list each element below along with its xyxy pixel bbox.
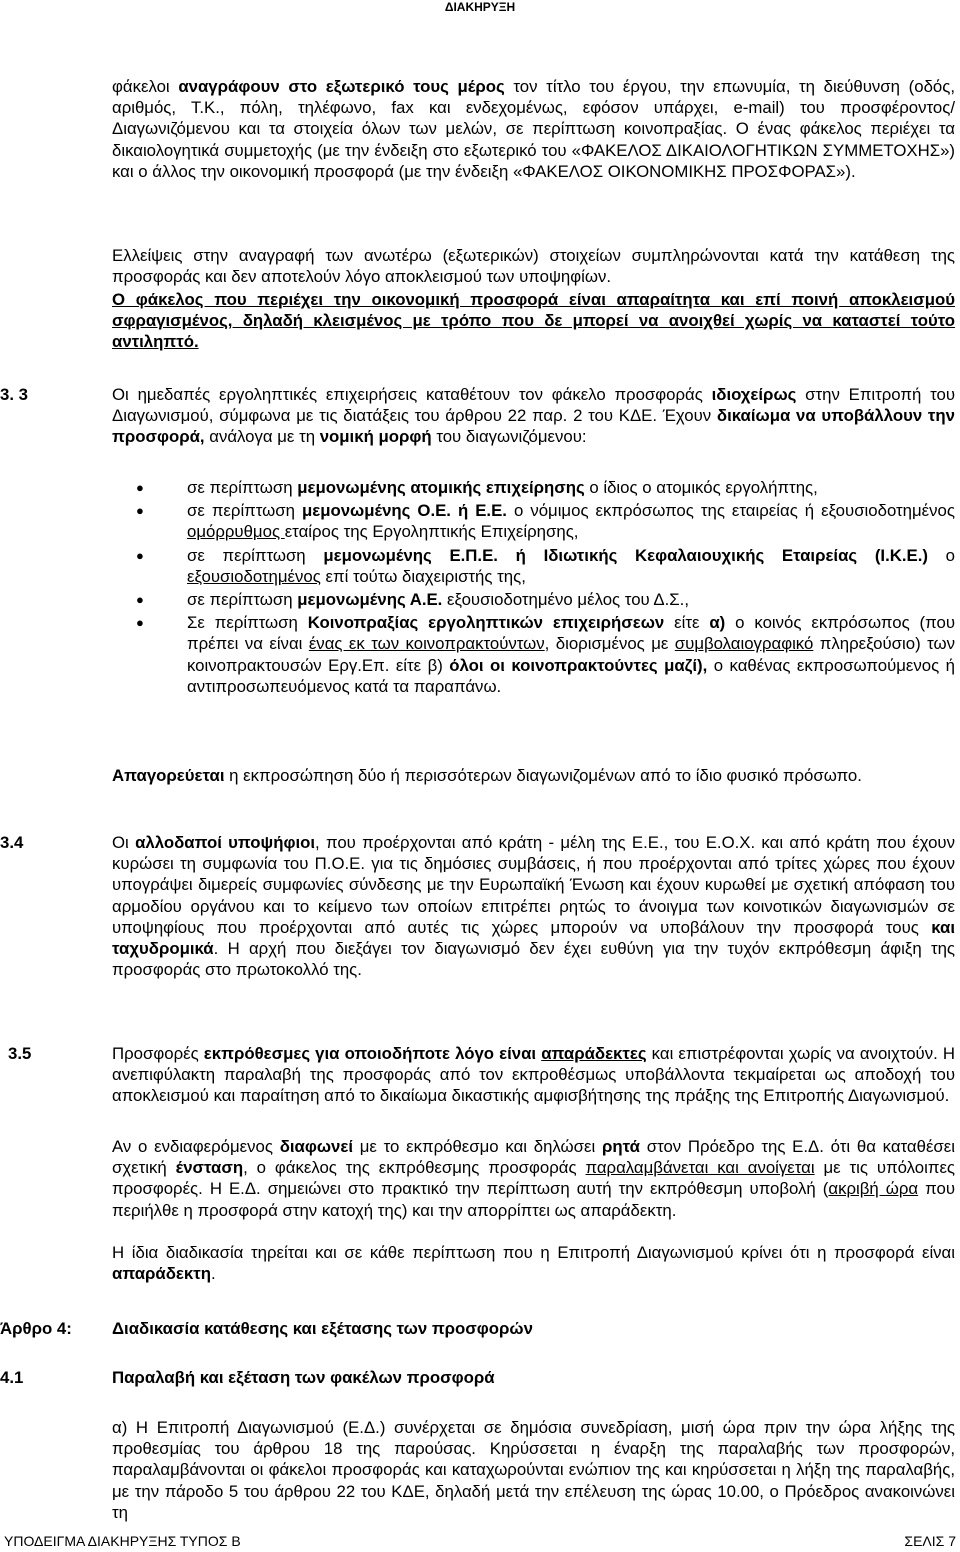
footer-page-number: ΣΕΛΙΣ 7 — [904, 1533, 956, 1549]
section-3-5-objection-paragraph: Αν ο ενδιαφερόμενος διαφωνεί με το εκπρόθεσμο και δηλώσει ρητά στον Πρόεδρο της Ε.Δ. ότι θα καταθέσει σχετική ένσταση, ο φάκελος της εκπρόθεσμης προσφοράς παραλαμβάνεται και ανοίγεται με τις υπόλοιπες προσφορές. Η Ε.Δ. σημειώνει στο πρακτικό την περίπτωση αυτή την εκπρόθεσμη υποβολή (ακριβή ώρα που περιήλθε η προσφορά στην κατοχή της) και την απορρίπτει ως απαράδεκτη. — [112, 1137, 956, 1220]
section-number-3-5: 3.5 — [8, 1044, 32, 1063]
section-3-4-text: Οι αλλοδαποί υποψήφιοι, που προέρχονται από κράτη - μέλη της Ε.Ε., του Ε.Ο.Χ. και από κράτη που έχουν κυρώσει τη συμφωνία του Π.Ο.Ε. για τις δημόσιες συμβάσεις, ή που προέρχονται από τρίτες χώρες που έχουν υπογράψει διμερείς συμφωνίες σύνδεσης με την Ευρωπαϊκή Ένωση και έχουν κυρωθεί με σχετική απόφαση του αρμοδίου οργάνου και το κείμενο των οποίων επιτρέπει ρητώς το άνοιγμα των κοινοτικών διαγωνισμών σε υποψηφίους που προέρχονται από αυτές τις χώρες μπορούν να υποβάλουν την προσφορά τους και ταχυδρομικά. Η αρχή που διεξάγει τον διαγωνισμό δεν έχει ευθύνη για την τυχόν εκπρόθεσμη άφιξη της προσφοράς στο πρωτοκολλό της. — [112, 833, 955, 980]
list-item: ● σε περίπτωση μεμονωμένης Α.Ε. εξουσιοδοτημένο μέλος του Δ.Σ., — [112, 589, 955, 610]
section-3-5-text: Προσφορές εκπρόθεσμες για οποιοδήποτε λόγο είναι απαράδεκτες και επιστρέφονται χωρίς να ανοιχτούν. Η ανεπιφύλακτη παραλαβή της προσφοράς από τον εκπροθέσμως υποβάλλοντα τεκμαίρεται ως αποδοχή του αποκλεισμού και παραίτηση από το δικαίωμα δικαστικής αμφισβήτησης της πράξης της Επιτροπής Διαγωνισμού. — [112, 1044, 955, 1106]
representation-prohibition: Απαγορεύεται η εκπροσώπηση δύο ή περισσότερων διαγωνιζομένων από το ίδιο φυσικό πρόσωπο. — [112, 766, 862, 785]
section-3-3-text: Οι ημεδαπές εργοληπτικές επιχειρήσεις καταθέτουν τον φάκελο προσφοράς ιδιοχείρως στην Επιτροπή του Διαγωνισμού, σύμφωνα με τις διατάξεις του άρθρου 22 παρ. 2 του ΚΔΕ. Έχουν δικαίωμα να υποβάλλουν την προσφορά, ανάλογα με τη νομική μορφή του διαγωνιζόμενου: — [112, 385, 955, 447]
legal-form-list — [112, 477, 955, 699]
section-number-4-1: 4.1 — [0, 1368, 24, 1387]
section-3-5-same-procedure: Η ίδια διαδικασία τηρείται και σε κάθε περίπτωση που η Επιτροπή Διαγωνισμού κρίνει ότι η προσφορά είναι απαράδεκτη. — [112, 1243, 955, 1284]
list-item: ● σε περίπτωση μεμονωμένης Ο.Ε. ή Ε.Ε. ο νόμιμος εκπρόσωπος της εταιρείας ή εξουσιοδοτημένος ομόρρυθμος εταίρος της Εργοληπτικής Επιχείρησης, — [112, 500, 955, 542]
list-item: ● Σε περίπτωση Κοινοπραξίας εργοληπτικών επιχειρήσεων είτε α) ο κοινός εκπρόσωπος (που πρέπει να είναι ένας εκ των κοινοπρακτούντων, διορισμένος με συμβολαιογραφικό πληρεξούσιο) των κοινοπρακτουσών Εργ.Επ. είτε β) όλοι οι κοινοπρακτούντες μαζί), ο καθένας εκπροσωπούμενος ή αντιπροσωπευόμενος κατά τα παραπάνω. — [112, 612, 955, 697]
footer-document-title: ΥΠΟΔΕΙΓΜΑ ΔΙΑΚΗΡΥΞΗΣ ΤΥΠΟΣ Β — [4, 1533, 241, 1549]
section-number-3-4: 3.4 — [0, 833, 24, 852]
intro-paragraph: φάκελοι αναγράφουν στο εξωτερικό τους μέρος τον τίτλο του έργου, την επωνυμία, τη διεύθυνση (οδός, αριθμός, Τ.Κ., πόλη, τηλέφωνο, fax και ενδεχομένως, εφόσον υπάρχει, e-mail) του προσφέροντος/Διαγωνιζόμενου και τα στοιχεία όλων των μελών, σε περίπτωση κοινοπραξίας. Ο ένας φάκελος περιέχει τα δικαιολογητικά συμμετοχής (με την ένδειξη στο εξωτερικό του «ΦΑΚΕΛΟΣ ΔΙΚΑΙΟΛΟΓΗΤΙΚΩΝ ΣΥΜΜΕΤΟΧΗΣ») και ο άλλος την οικονομική προσφορά (με την ένδειξη «ΦΑΚΕΛΟΣ ΟΙΚΟΝΟΜΙΚΗΣ ΠΡΟΣΦΟΡΑΣ»). — [112, 77, 955, 181]
list-item: ● σε περίπτωση μεμονωμένης ατομικής επιχείρησης ο ίδιος ο ατομικός εργολήπτης, — [112, 477, 955, 498]
intro-omissions-paragraph: Ελλείψεις στην αναγραφή των ανωτέρω (εξωτερικών) στοιχείων συμπληρώνονται κατά την κατάθεση της προσφοράς και δεν αποτελούν λόγο αποκλεισμού των υποψηφίων. — [112, 246, 955, 287]
section-4-1-text: α) Η Επιτροπή Διαγωνισμού (Ε.Δ.) συνέρχεται σε δημόσια συνεδρίαση, μισή ώρα πριν την ώρα λήξης της προθεσμίας του άρθρου 18 της παρούσας. Κηρύσσεται η έναρξη της παραλαβής των προσφορών, παραλαμβάνονται οι φάκελοι προσφοράς και καταχωρούνται ενώπιον της και κηρύσσεται η λήξη της παραλαβής, με την πάροδο 5 του άρθρου 22 του ΚΔΕ, δηλαδή μετά την επέλευση της ώρας 10.00, ο Πρόεδρος ανακοινώνει τη — [112, 1418, 955, 1522]
list-item: ● σε περίπτωση μεμονωμένης Ε.Π.Ε. ή Ιδιωτικής Κεφαλαιουχικής Εταιρείας (Ι.Κ.Ε.) ο εξουσιοδοτημένος επί τούτω διαχειριστής της, — [112, 545, 955, 587]
page-header: ΔΙΑΚΗΡΥΞΗ — [444, 0, 516, 14]
section-4-1-title: Παραλαβή και εξέταση των φακέλων προσφορά — [112, 1368, 495, 1387]
article-4-title: Διαδικασία κατάθεσης και εξέτασης των προσφορών — [112, 1319, 533, 1338]
intro-sealed-envelope-paragraph: Ο φάκελος που περιέχει την οικονομική προσφορά είναι απαραίτητα και επί ποινή αποκλεισμού σφραγισμένος, δηλαδή κλεισμένος με τρόπο που δε μπορεί να ανοιχθεί χωρίς να καταστεί τούτο αντιληπτό. — [112, 290, 955, 352]
article-4-label: Άρθρο 4: — [0, 1319, 72, 1338]
section-number-3-3: 3. 3 — [0, 385, 28, 404]
